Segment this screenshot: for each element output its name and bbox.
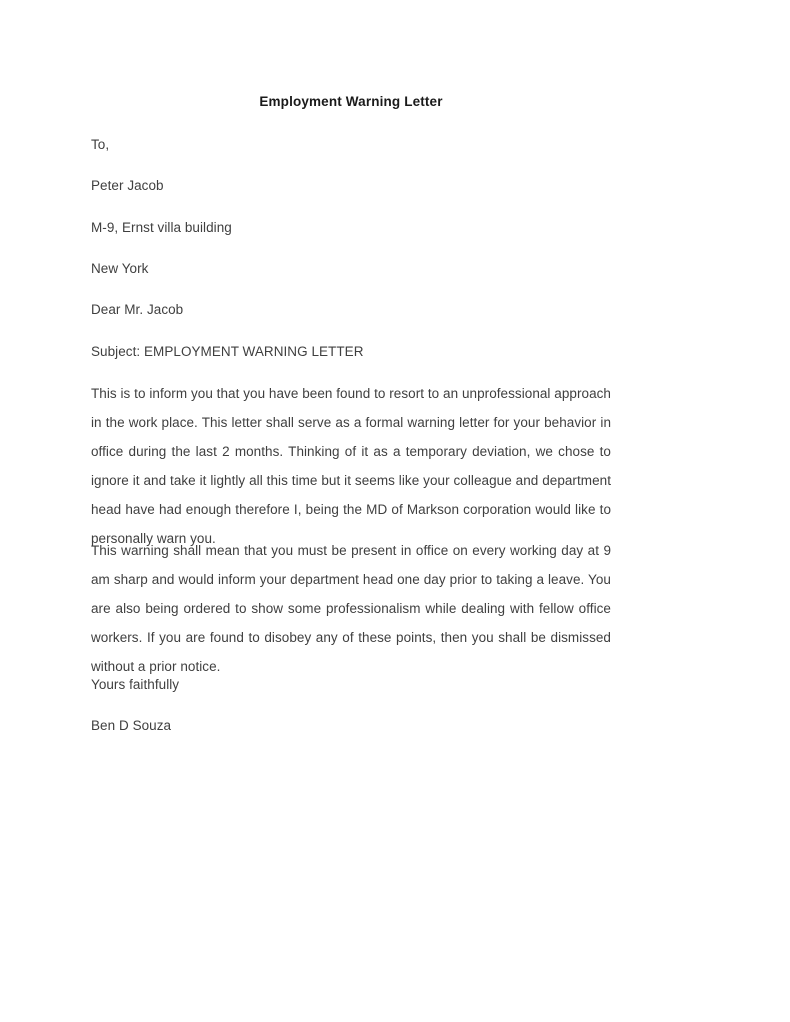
- recipient-line-name: Peter Jacob: [91, 178, 164, 193]
- subject-line: Subject: EMPLOYMENT WARNING LETTER: [91, 344, 364, 359]
- closing-salutation: Yours faithfully: [91, 677, 180, 692]
- body-paragraph-2: This warning shall mean that you must be present in office on every working day at 9 am sharp and would inform your department head one day prior to taking a leave. You are also being ordered to show some professionalism while dealing with fellow office workers. If you are found to disobey any of these points, then you shall be dismissed without a prior notice.: [91, 543, 611, 674]
- body-paragraph-1: This is to inform you that you have been found to resort to an unprofessional approach in the work place. This letter shall serve as a formal warning letter for your behavior in office during the last 2 months. Thinking of it as a temporary deviation, we chose to ignore it and take it lightly all this time but it seems like your colleague and department head have had enough therefore I, being the MD of Markson corporation would like to personally warn you.: [91, 386, 611, 546]
- recipient-line-city: New York: [91, 261, 149, 276]
- page-title: Employment Warning Letter: [259, 94, 443, 109]
- recipient-line-to: To,: [91, 137, 110, 152]
- salutation: Dear Mr. Jacob: [91, 302, 184, 317]
- recipient-line-street: M-9, Ernst villa building: [91, 220, 232, 235]
- signature-name: Ben D Souza: [91, 718, 172, 733]
